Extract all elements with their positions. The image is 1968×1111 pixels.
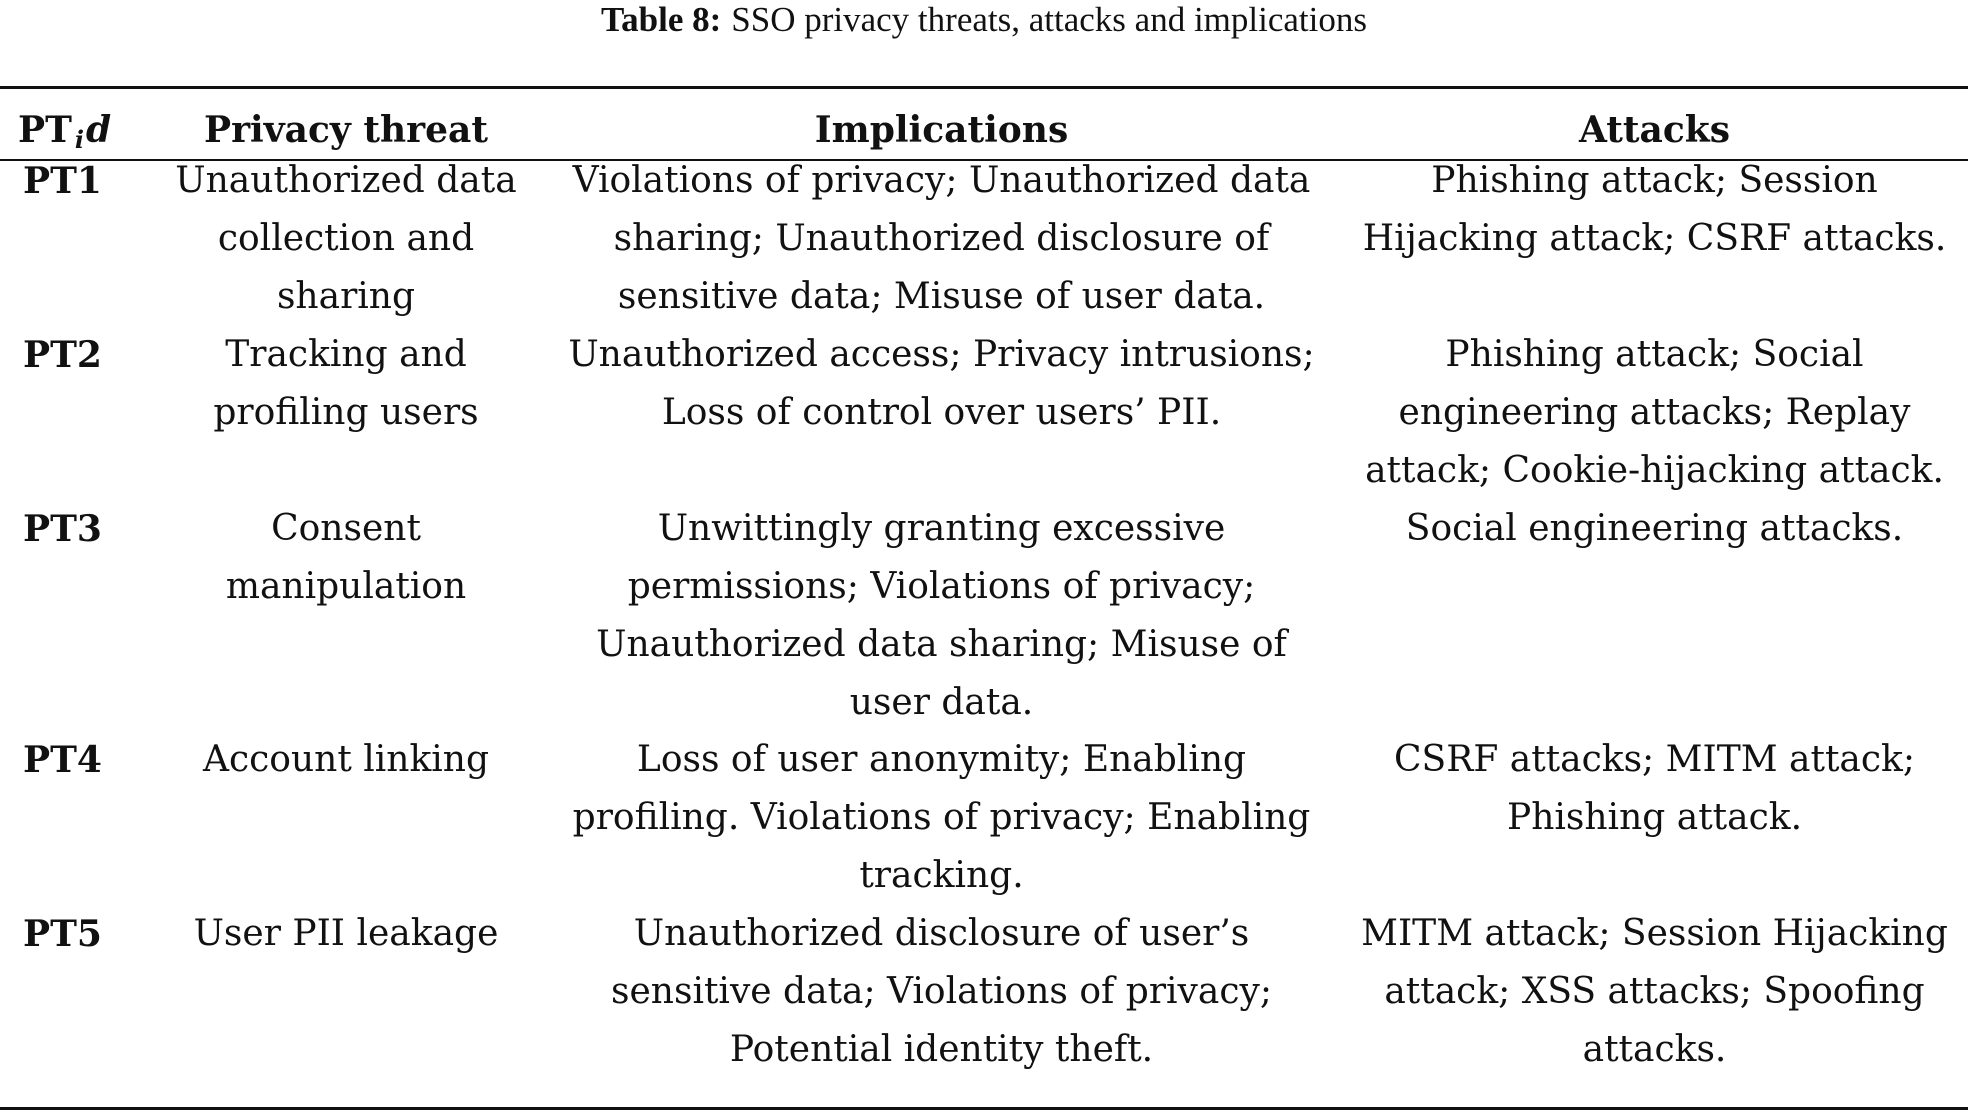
table-bottom-rule xyxy=(0,1107,1968,1110)
cell-threat-id: PT2 xyxy=(23,334,102,376)
implication-line: Loss of user anonymity; Enabling xyxy=(636,739,1247,780)
threat-line: User PII leakage xyxy=(193,913,499,954)
attack-line: Social engineering attacks. xyxy=(1405,508,1904,549)
table-top-rule xyxy=(0,86,1968,89)
attack-line: Phishing attack; Social xyxy=(1445,334,1864,375)
header-ptid-prefix: PT xyxy=(18,109,72,151)
implication-line: user data. xyxy=(849,682,1034,723)
header-ptid-suffix: d xyxy=(85,109,112,151)
implication-line: permissions; Violations of privacy; xyxy=(627,566,1256,607)
cell-threat xyxy=(168,500,524,616)
attack-line: Hijacking attack; CSRF attacks. xyxy=(1362,218,1947,259)
cell-implications xyxy=(555,500,1328,732)
attack-line: attack; Cookie-hijacking attack. xyxy=(1365,450,1944,491)
header-ptid xyxy=(18,109,136,154)
cell-threat xyxy=(168,152,524,326)
cell-threat-id: PT1 xyxy=(23,160,102,202)
threat-line: profiling users xyxy=(213,392,479,433)
attack-line: MITM attack; Session Hijacking xyxy=(1361,913,1948,954)
cell-threat-id: PT4 xyxy=(23,739,102,781)
attack-line: attack; XSS attacks; Spoofing xyxy=(1384,971,1925,1012)
threat-line: sharing xyxy=(276,276,416,317)
cell-attacks xyxy=(1354,905,1955,1079)
cell-implications xyxy=(555,152,1328,326)
threat-line: collection and xyxy=(217,218,475,259)
attack-line: attacks. xyxy=(1582,1029,1727,1070)
table-caption-text: SSO privacy threats, attacks and implications xyxy=(731,0,1367,39)
implication-line: Unauthorized data sharing; Misuse of xyxy=(596,624,1287,665)
privacy-threats-table xyxy=(0,86,1968,1111)
implication-line: profiling. Violations of privacy; Enabling xyxy=(572,797,1311,838)
cell-threat xyxy=(168,326,524,442)
threat-line: Unauthorized data xyxy=(175,160,517,201)
cell-attacks xyxy=(1354,500,1955,558)
threat-line: Consent xyxy=(271,508,421,549)
implication-line: Loss of control over users’ PII. xyxy=(661,392,1222,433)
threat-line: Tracking and xyxy=(225,334,467,375)
table-caption xyxy=(0,0,1968,44)
cell-implications xyxy=(555,326,1328,442)
attack-line: CSRF attacks; MITM attack; xyxy=(1394,739,1915,780)
threat-line: manipulation xyxy=(225,566,467,607)
cell-attacks xyxy=(1354,731,1955,847)
implication-line: Unwittingly granting excessive xyxy=(657,508,1226,549)
cell-threat xyxy=(168,731,524,789)
cell-implications xyxy=(555,731,1328,905)
implication-line: sensitive data; Violations of privacy; xyxy=(611,971,1272,1012)
table-caption-label: Table 8: xyxy=(601,0,722,39)
implication-line: sharing; Unauthorized disclosure of xyxy=(613,218,1270,259)
threat-line: Account linking xyxy=(202,739,490,780)
attack-line: engineering attacks; Replay xyxy=(1398,392,1911,433)
cell-threat-id: PT5 xyxy=(23,913,102,955)
header-implications: Implications xyxy=(814,109,1069,151)
header-ptid-subscript: i xyxy=(74,125,84,154)
attack-line: Phishing attack. xyxy=(1506,797,1803,838)
attack-line: Phishing attack; Session xyxy=(1431,160,1878,201)
header-attacks: Attacks xyxy=(1578,109,1730,151)
header-privacy-threat: Privacy threat xyxy=(204,109,488,151)
implication-line: sensitive data; Misuse of user data. xyxy=(617,276,1266,317)
cell-implications xyxy=(555,905,1328,1079)
implication-line: tracking. xyxy=(859,855,1024,896)
implication-line: Violations of privacy; Unauthorized data xyxy=(572,160,1311,201)
cell-threat-id: PT3 xyxy=(23,508,102,550)
implication-line: Potential identity theft. xyxy=(729,1029,1154,1070)
cell-attacks xyxy=(1354,152,1955,268)
implication-line: Unauthorized access; Privacy intrusions; xyxy=(568,334,1315,375)
implication-line: Unauthorized disclosure of user’s xyxy=(633,913,1250,954)
cell-attacks xyxy=(1354,326,1955,500)
cell-threat xyxy=(168,905,524,963)
